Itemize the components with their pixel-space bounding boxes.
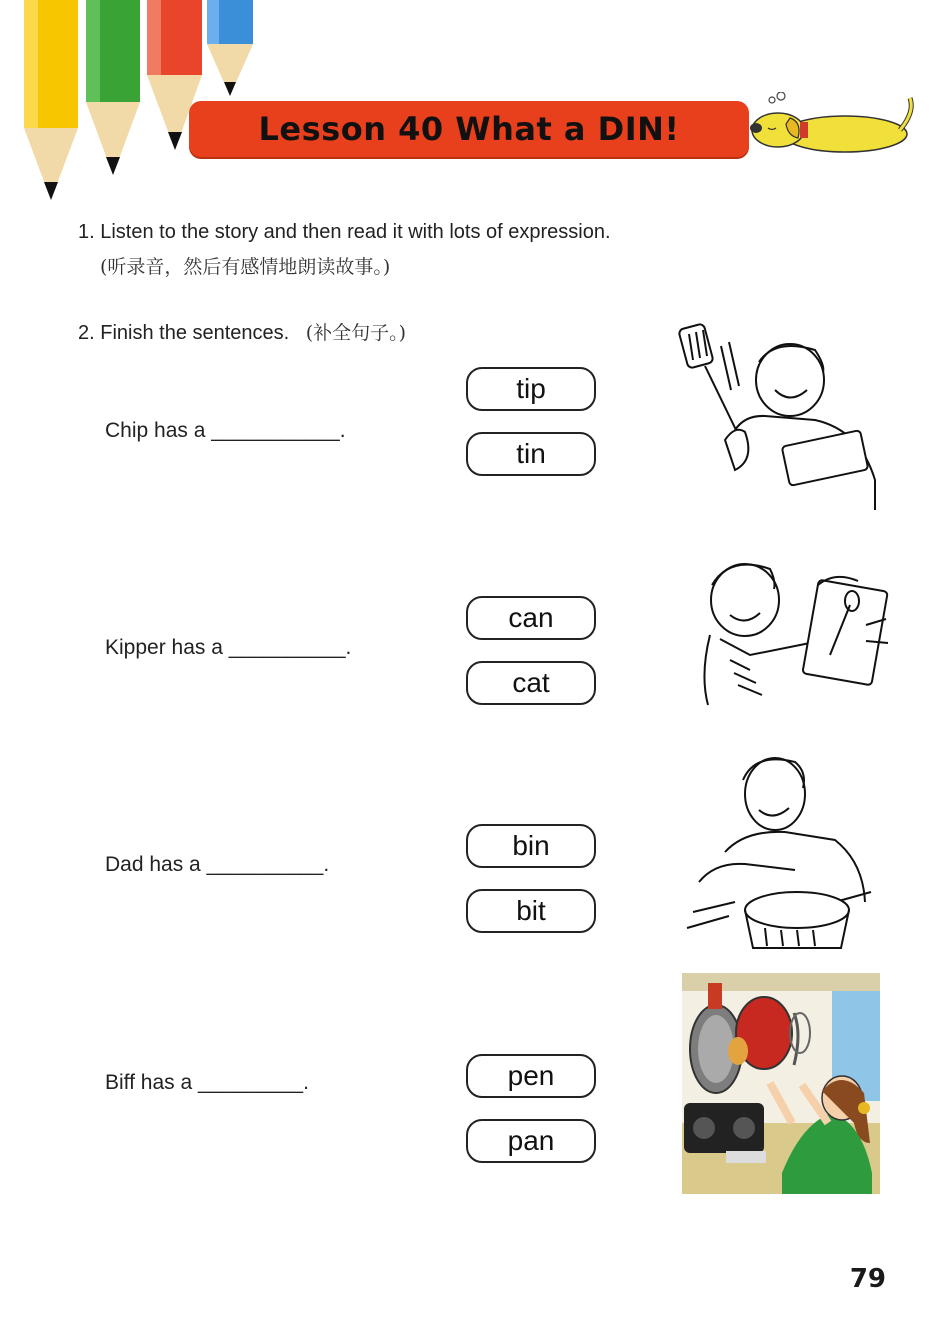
- exercise-4-sentence: Biff has a _________.: [105, 1071, 309, 1094]
- exercise-2-option-1[interactable]: can: [466, 596, 596, 640]
- dad-with-bin-illustration: [685, 752, 875, 952]
- green-pencil: [86, 0, 140, 175]
- exercise-4-option-1[interactable]: pen: [466, 1054, 596, 1098]
- yellow-pencil: [24, 0, 78, 200]
- exercise-1-option-2[interactable]: tin: [466, 432, 596, 476]
- exercise-2-option-2[interactable]: cat: [466, 661, 596, 705]
- sleeping-dog-illustration: [750, 92, 920, 158]
- exercise-3-option-1[interactable]: bin: [466, 824, 596, 868]
- page-number: 79: [849, 1264, 886, 1294]
- boy-with-can-illustration: [690, 555, 895, 710]
- exercise-1-sentence: Chip has a ___________.: [105, 419, 346, 442]
- instruction-2: 2. Finish the sentences.: [78, 322, 290, 344]
- instruction-2-chinese: (补全句子。): [305, 322, 407, 344]
- exercise-2-sentence: Kipper has a __________.: [105, 636, 352, 659]
- exercise-1-option-1[interactable]: tip: [466, 367, 596, 411]
- boy-with-tin-illustration: [675, 320, 890, 515]
- exercise-3-option-2[interactable]: bit: [466, 889, 596, 933]
- lesson-title: Lesson 40 What a DIN!: [258, 110, 680, 148]
- blue-pencil: [207, 0, 253, 96]
- exercise-3-sentence: Dad has a __________.: [105, 853, 330, 876]
- instruction-2-row: [78, 318, 406, 345]
- lesson-title-banner: [189, 101, 749, 157]
- instruction-1: 1. Listen to the story and then read it with lots of expression.: [78, 221, 611, 243]
- instruction-1-chinese: (听录音，然后有感情地朗读故事。): [100, 256, 391, 278]
- girl-with-pan-illustration: [682, 973, 880, 1194]
- exercise-4-option-2[interactable]: pan: [466, 1119, 596, 1163]
